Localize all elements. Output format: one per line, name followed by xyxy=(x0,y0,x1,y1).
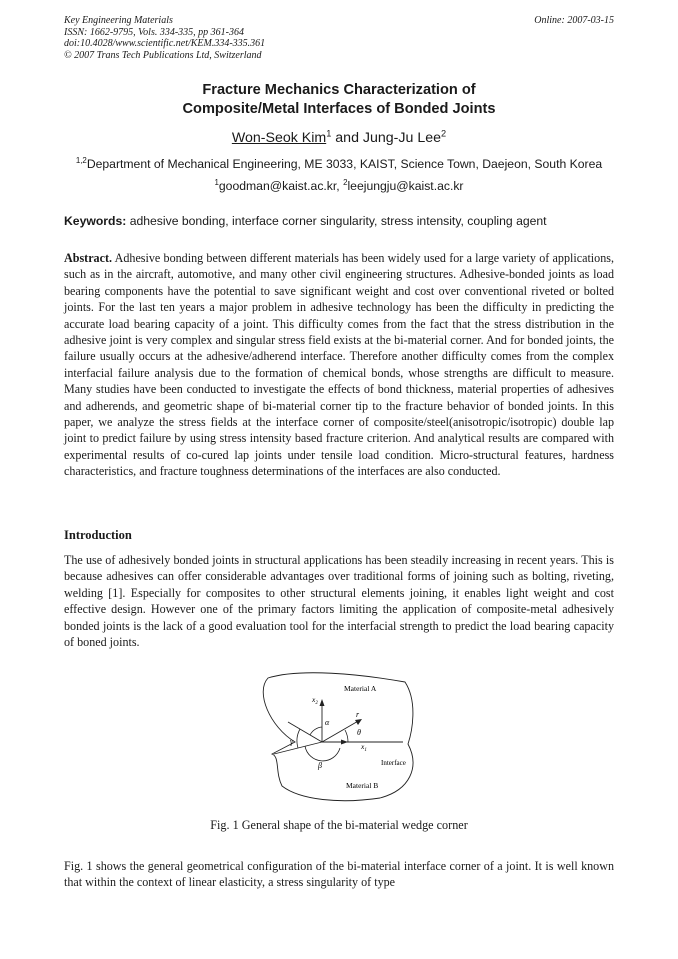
alpha-arc xyxy=(310,727,322,735)
x1-sub: 1 xyxy=(364,748,367,753)
title-line-2: Composite/Metal Interfaces of Bonded Joints xyxy=(182,101,496,117)
journal-name: Key Engineering Materials xyxy=(64,15,173,26)
author-1[interactable]: Won-Seok Kim xyxy=(231,130,327,146)
figure-caption: Fig. 1 General shape of the bi-material wedge corner xyxy=(210,818,468,832)
keywords xyxy=(64,214,624,228)
material-a-label: Material A xyxy=(344,684,377,693)
x1-arrow xyxy=(341,740,348,745)
x2-arrow xyxy=(320,699,325,706)
body-outline xyxy=(263,673,413,801)
alpha-label: α xyxy=(325,718,330,727)
gamma-label: γ xyxy=(290,737,294,746)
theta-arc xyxy=(345,730,348,742)
r-label: r xyxy=(356,710,360,719)
keywords-text: adhesive bonding, interface corner singularity, stress intensity, coupling agent xyxy=(126,214,547,228)
interface-label: Interface xyxy=(381,759,406,767)
email-1-sup: 1 xyxy=(214,177,219,187)
introduction-heading: Introduction xyxy=(64,528,132,542)
email-2-sup: 2 xyxy=(343,177,348,187)
email-1[interactable]: goodman@kaist.ac.kr, xyxy=(218,179,344,193)
title-line-1: Fracture Mechanics Characterization of xyxy=(202,82,476,98)
abstract xyxy=(64,250,614,480)
body-paragraph: Fig. 1 shows the general geometrical configuration of the bi-material interface corner of a joint. It is well known that within the context of linear elasticity, a stress singularity of type xyxy=(64,859,614,890)
x1-text: x xyxy=(361,742,365,751)
copyright: © 2007 Trans Tech Publications Ltd, Switzerland xyxy=(64,49,262,61)
beta-label: β xyxy=(318,761,322,770)
issn: ISSN: 1662-9795, Vols. 334-335, pp 361-364 xyxy=(64,26,244,38)
author-2: and Jung-Ju Lee xyxy=(331,130,441,146)
x1-label xyxy=(360,742,367,753)
x2-text: x xyxy=(312,695,316,704)
wedge-corner-figure xyxy=(260,672,420,802)
theta-label: θ xyxy=(357,728,361,737)
keywords-label: Keywords: xyxy=(64,214,127,228)
affiliation xyxy=(0,157,678,171)
journal-header xyxy=(64,15,614,61)
introduction-text: The use of adhesively bonded joints in structural applications has been steadily increasing in recent years. This is because adhesives can offer considerable advantages over traditional forms of joining such as bolting, riveting, welding [1]. Especially for composites to other structural elements joining, it enables light weight and cost effective design. However one of the primary factors limiting the application of composite-metal adhesively bonded joints is the lack of a good evaluation tool for the interfacial strength to predict the load bearing capacity of boned joints. xyxy=(64,553,614,650)
paper-title xyxy=(0,81,678,119)
abstract-text: Adhesive bonding between different materials has been widely used for a large variety of applications, such as in the aircraft, automotive, and many other civil engineering structures. Adhesive-bonded joints as load bearing components have the potential to save significant weight and cost over conventional riveted or bolted joints. For the last ten years a major problem in adhesive technology has been the difficulty in predicting the accurate load bearing capacity of a joint. This difficulty comes from the fact that the stress distribution in the adhesive joint is very complex and singular stress field exists at the bi-material corner. And for bonded joints, the failure usually occurs at the adhesive/adherend interface. Therefore another difficulty comes from the complex interfacial failure analysis due to the formation of chemical bonds, whose strengths are difficult to measure. Many studies have been conducted to investigate the effects of bond thickness, material properties of adhesives and adherends, and geometric shape of bi-material corner tip to the fracture behavior of bonded joints. In this paper, we analyze the stress fields at the interface corner of composite/steel(anisotropic/isotropic) double lap joint to predict failure by using stress intensity based fracture criterion. And analytical results are compared with experimental results of co-cured lap joints under tensile load condition. Micro-structural features, hardness characteristics, and fracture toughness determinations of the interfaces are also conducted. xyxy=(64,251,614,479)
emails xyxy=(0,179,678,193)
x2-label xyxy=(311,695,318,706)
online-date: Online: 2007-03-15 xyxy=(534,15,614,26)
authors xyxy=(0,130,678,146)
author-2-sup: 2 xyxy=(441,128,447,139)
affiliation-sup: 1,2 xyxy=(75,155,87,165)
doi: doi:10.4028/www.scientific.net/KEM.334-335.361 xyxy=(64,38,266,49)
affiliation-text: Department of Mechanical Engineering, ME 3033, KAIST, Science Town, Daejeon, South Korea xyxy=(86,157,603,171)
email-2[interactable]: leejungju@kaist.ac.kr xyxy=(347,179,464,193)
x2-sub: 2 xyxy=(315,701,318,706)
gamma-arc xyxy=(297,729,300,748)
abstract-label: Abstract. xyxy=(64,251,113,265)
material-b-label: Material B xyxy=(346,781,379,790)
beta-arc xyxy=(305,746,340,761)
author-1-sup: 1 xyxy=(326,128,332,139)
